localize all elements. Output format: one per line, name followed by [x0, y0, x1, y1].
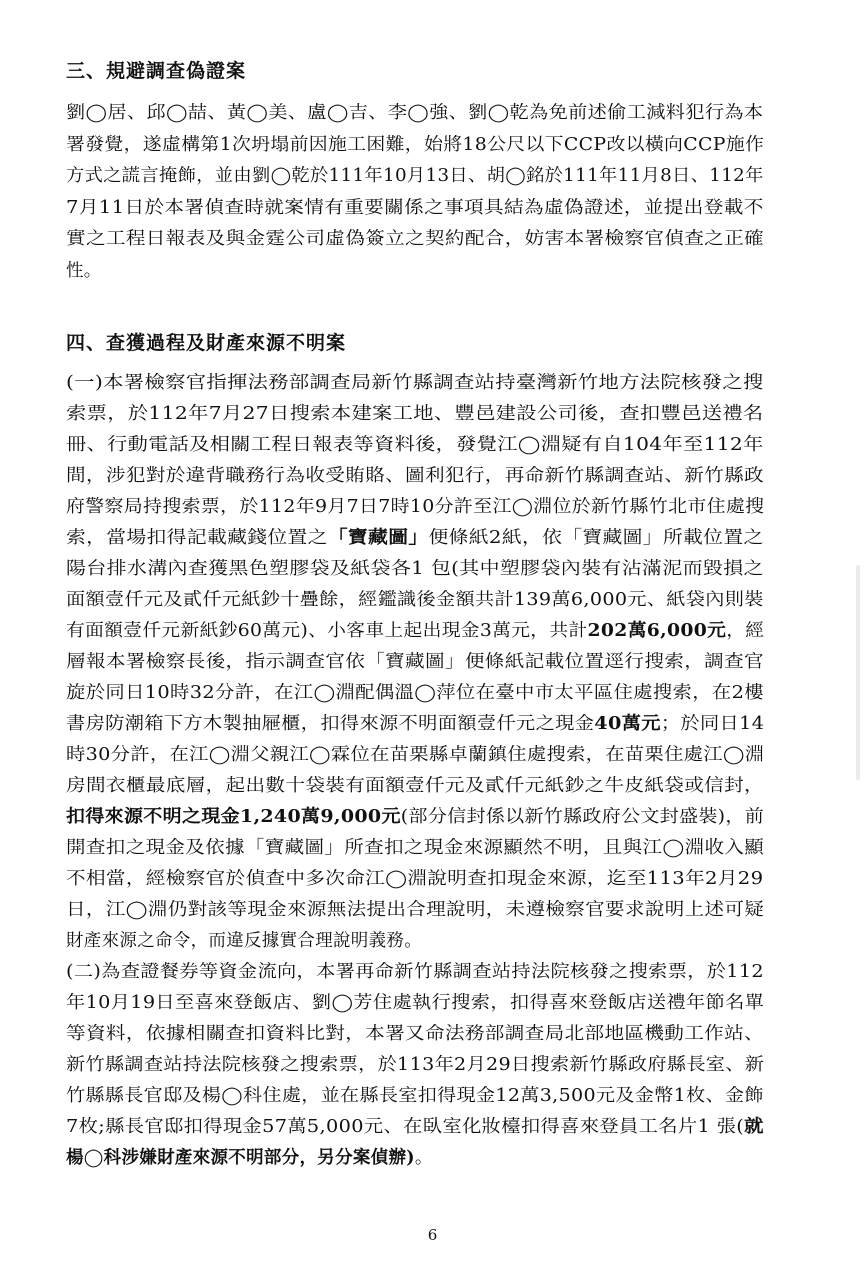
paragraph-line: 竹縣縣長官邸及楊◯科住處，並在縣長室扣得現金12萬3,500元及金幣1枚、金飾	[66, 1086, 764, 1106]
emphasis-text: 扣得來源不明之現金1,240萬9,000元	[66, 807, 401, 827]
paragraph-line: 7月11日於本署偵查時就案情有重要關係之事項具結為虛偽證述，並提出登載不	[66, 197, 764, 218]
paragraph-line	[66, 1116, 764, 1138]
section-heading: 三、規避調查偽證案	[66, 60, 247, 82]
paragraph-line: 年10月19日至喜來登飯店、劉◯芳住處執行搜索，扣得喜來登飯店送禮年節名單	[66, 993, 765, 1013]
paragraph-line: 性。	[66, 261, 102, 281]
paragraph-line: 方式之謊言掩飾，並由劉◯乾於111年10月13日、胡◯銘於111年11月8日、112年	[66, 166, 764, 187]
paragraph-line	[66, 713, 764, 735]
paragraph-line: 時30分許，在江◯淵父親江◯霖位在苗栗縣卓蘭鎮住處搜索，在苗栗住處江◯淵	[66, 745, 765, 765]
text-run: 7枚;縣長官邸扣得現金57萬5,000元、在臥室化妝檯扣得喜來登員工名片1 張(	[66, 1117, 745, 1137]
paragraph-line: 日，江◯淵仍對該等現金來源無法提出合理說明，未遵檢察官要求說明上述可疑	[66, 900, 765, 920]
page-number: 6	[427, 1226, 438, 1244]
paragraph-line: 面額壹仟元及貳仟元紙鈔十疊餘，經鑑識後金額共計139萬6,000元、紙袋內則裝	[66, 590, 764, 610]
text-run: 便條紙2紙，依「寶藏圖」所載位置之	[428, 528, 764, 548]
text-run: 有面額壹仟元新紙鈔60萬元)、小客車上起出現金3萬元，共計	[66, 621, 588, 641]
paragraph-line: (一)本署檢察官指揮法務部調查局新竹縣調查站持臺灣新竹地方法院核發之搜	[66, 373, 764, 393]
paragraph-line	[66, 1147, 433, 1169]
text-run: (部分信封係以新竹縣政府公文封盛裝)，前	[400, 807, 765, 827]
emphasis-text: 楊◯科涉嫌財產來源不明部分，另分案偵辦)	[66, 1148, 415, 1168]
paragraph-line: 署發覺，遂虛構第1次坍塌前因施工困難，始將18公尺以下CCP改以橫向CCP施作	[66, 134, 765, 155]
text-run: ，經	[726, 621, 765, 641]
paragraph-line: 間，涉犯對於違背職務行為收受賄賂、圖利犯行，再命新竹縣調查站、新竹縣政	[66, 466, 765, 486]
paragraph-line	[66, 806, 764, 828]
paragraph-line: 實之工程日報表及與金霆公司虛偽簽立之契約配合，妨害本署檢察官偵查之正確	[66, 229, 765, 250]
emphasis-text: 40萬元	[594, 714, 661, 734]
paragraph-line: 劉◯居、邱◯喆、黃◯美、盧◯吉、李◯強、劉◯乾為免前述偷工減料犯行為本	[66, 103, 764, 123]
paragraph-line: 府警察局持搜索票，於112年9月7日7時10分許至江◯淵位於新竹縣竹北市住處搜	[66, 497, 765, 517]
text-run: ；於同日14	[660, 714, 765, 734]
paragraph-line: 等資料，依據相關查扣資料比對，本署又命法務部調查局北部地區機動工作站、	[66, 1024, 765, 1044]
paragraph-line	[66, 527, 764, 549]
paragraph-line: 冊、行動電話及相關工程日報表等資料後，發覺江◯淵疑有自104年至112年	[66, 435, 764, 455]
scrollbar[interactable]	[856, 565, 860, 780]
section-heading: 四、查獲過程及財產來源不明案	[66, 332, 347, 354]
paragraph-line: 財產來源之命令，而違反據實合理說明義務。	[66, 931, 422, 951]
text-run: 書房防潮箱下方木製抽屜櫃，扣得來源不明面額壹仟元之現金	[66, 714, 595, 734]
paragraph-line: 陽台排水溝內查獲黑色塑膠袋及紙袋各1 包(其中塑膠袋內裝有沾滿泥而毀損之	[66, 559, 764, 579]
emphasis-text: 就	[744, 1117, 764, 1137]
paragraph-line: (二)為查證餐券等資金流向，本署再命新竹縣調查站持法院核發之搜索票，於112	[66, 962, 764, 982]
paragraph-line: 層報本署檢察長後，指示調查官依「寶藏圖」便條紙記載位置逕行搜索，調查官	[66, 652, 765, 672]
paragraph-line: 新竹縣調查站持法院核發之搜索票，於113年2月29日搜索新竹縣政府縣長室、新	[66, 1055, 765, 1075]
emphasis-text: 202萬6,000元	[587, 621, 727, 641]
paragraph-line: 房間衣櫃最底層，起出數十袋裝有面額壹仟元及貳仟元紙鈔之牛皮紙袋或信封，	[66, 776, 765, 796]
paragraph-line: 旋於同日10時32分許，在江◯淵配偶溫◯萍位在臺中市太平區住處搜索，在2樓	[66, 683, 764, 703]
paragraph-line	[66, 620, 764, 642]
emphasis-text: 「寶藏圖」	[327, 528, 429, 548]
text-run: 。	[414, 1148, 433, 1168]
paragraph-line: 開查扣之現金及依據「寶藏圖」所查扣之現金來源顯然不明，且與江◯淵收入顯	[66, 838, 765, 858]
paragraph-line: 索票，於112年7月27日搜索本建案工地、豐邑建設公司後，查扣豐邑送禮名	[66, 404, 764, 424]
paragraph-line: 不相當，經檢察官於偵查中多次命江◯淵說明查扣現金來源，迄至113年2月29	[66, 869, 764, 889]
text-run: 索，當場扣得記載藏錢位置之	[66, 528, 328, 548]
